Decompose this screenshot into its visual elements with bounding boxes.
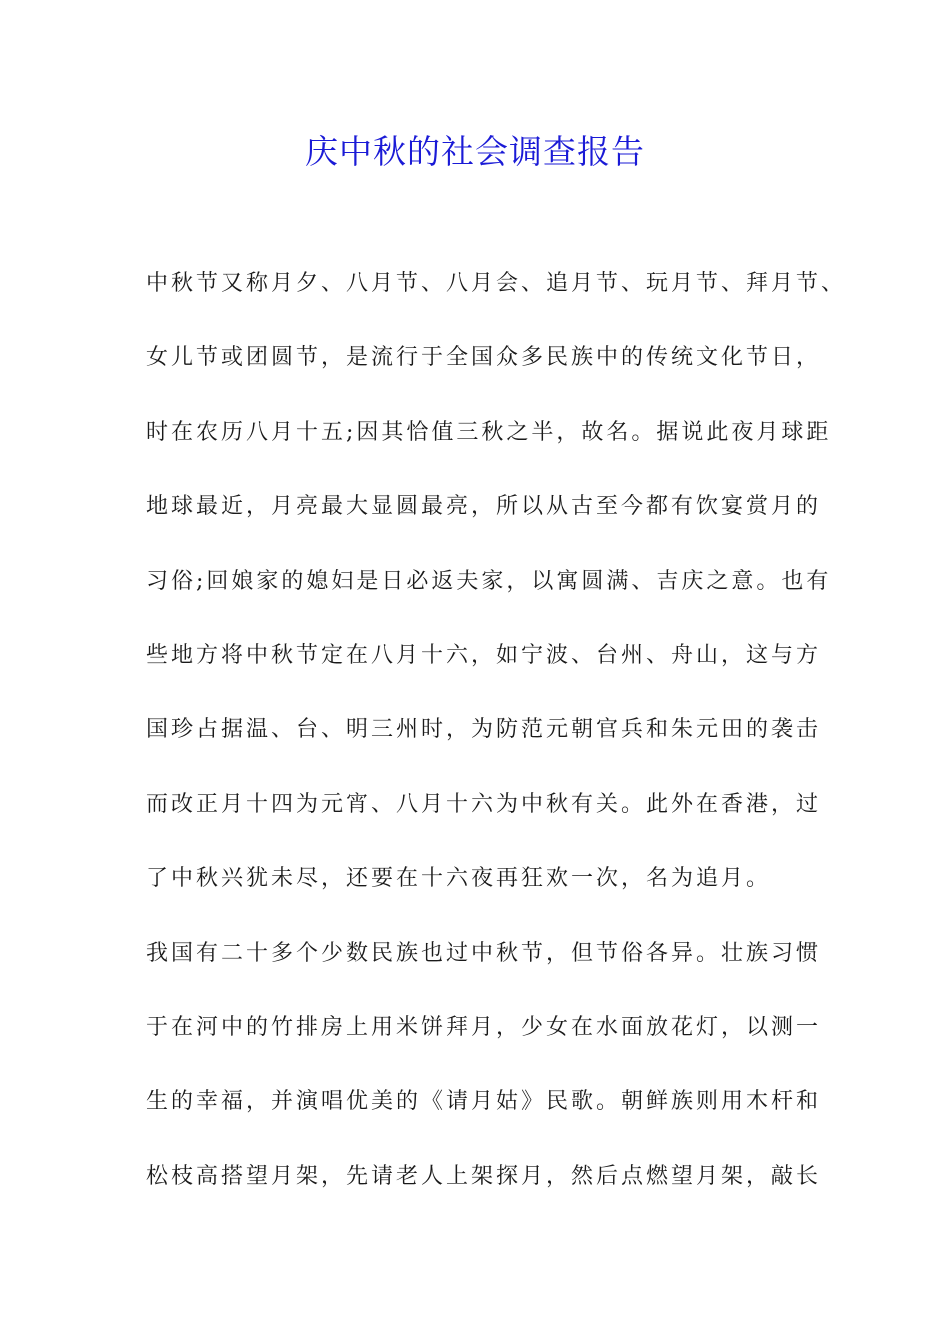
document-title: 庆中秋的社会调查报告 (305, 132, 645, 171)
body-line: 习俗;回娘家的媳妇是日必返夫家，以寓圆满、吉庆之意。也有 (146, 568, 832, 594)
body-line: 时在农历八月十五;因其恰值三秋之半，故名。据说此夜月球距 (146, 419, 832, 445)
document-body (146, 262, 846, 1229)
body-line: 了中秋兴犹未尽，还要在十六夜再狂欢一次，名为追月。 (146, 866, 772, 892)
body-line: 生的幸福，并演唱优美的《请月姑》民歌。朝鲜族则用木杆和 (146, 1089, 822, 1115)
body-line: 松枝高搭望月架，先请老人上架探月，然后点燃望月架，敲长 (146, 1163, 822, 1189)
body-line: 而改正月十四为元宵、八月十六为中秋有关。此外在香港，过 (146, 791, 822, 817)
body-line: 些地方将中秋节定在八月十六，如宁波、台州、舟山，这与方 (146, 642, 822, 668)
body-line: 于在河中的竹排房上用米饼拜月，少女在水面放花灯，以测一 (146, 1014, 822, 1040)
body-line: 国珍占据温、台、明三州时，为防范元朝官兵和朱元田的袭击 (146, 717, 822, 743)
body-line: 我国有二十多个少数民族也过中秋节，但节俗各异。壮族习惯 (146, 940, 822, 966)
body-line: 女儿节或团圆节，是流行于全国众多民族中的传统文化节日， (146, 345, 822, 371)
body-line: 地球最近，月亮最大显圆最亮，所以从古至今都有饮宴赏月的 (146, 494, 822, 520)
body-line: 中秋节又称月夕、八月节、八月会、追月节、玩月节、拜月节、 (146, 271, 847, 296)
